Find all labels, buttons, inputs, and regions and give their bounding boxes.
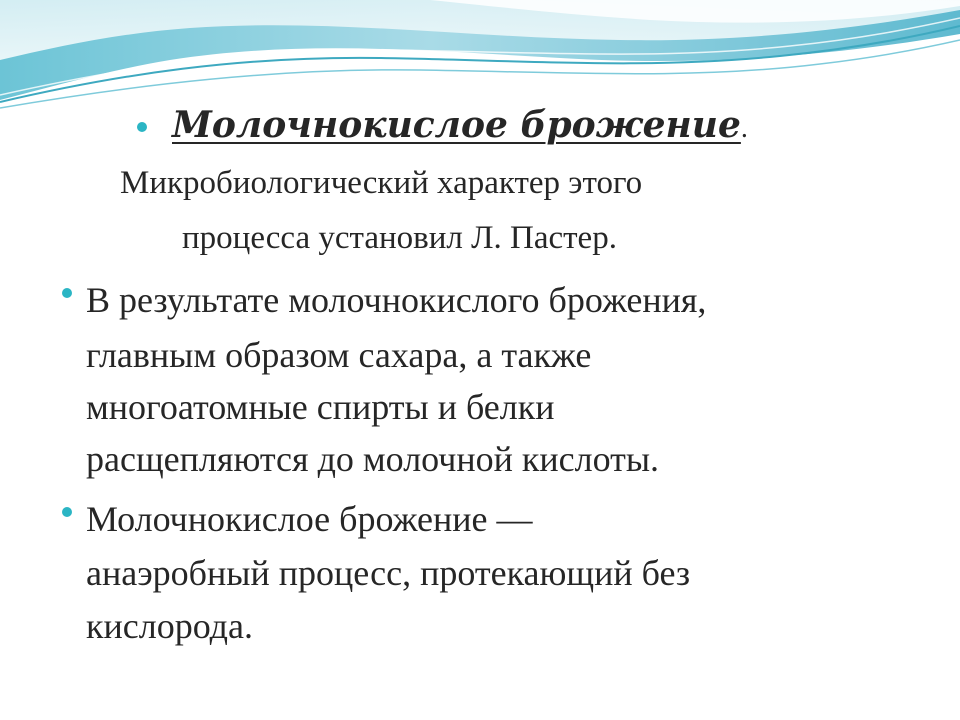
bullet-2-line-2: главным образом сахара, а также — [86, 335, 592, 375]
bullet-1-line-2: процесса установил Л. Пастер. — [182, 220, 617, 256]
bullet-3-line-2: анаэробный процесс, протекающий без — [86, 553, 691, 593]
bullet-1-title: Молочнокислое брожение — [172, 104, 741, 146]
bullet-2-line-4: расщепляются до молочной кислоты. — [86, 439, 660, 479]
bullet-3-line-1: Молочнокислое брожение — — [86, 499, 533, 539]
bullet-dot-1 — [137, 122, 147, 132]
bullet-3-line-3: кислорода. — [86, 606, 253, 646]
bullet-2-line-1: В результате молочнокислого брожения, — [86, 280, 707, 320]
bullet-1-title-period: . — [740, 113, 748, 144]
bullet-dot-3 — [62, 507, 72, 517]
bullet-dot-2 — [62, 288, 72, 298]
bullet-1-line-1: Микробиологический характер этого — [120, 165, 643, 201]
bullet-1-heading — [172, 104, 748, 146]
bullet-2-line-3: многоатомные спирты и белки — [86, 387, 555, 427]
